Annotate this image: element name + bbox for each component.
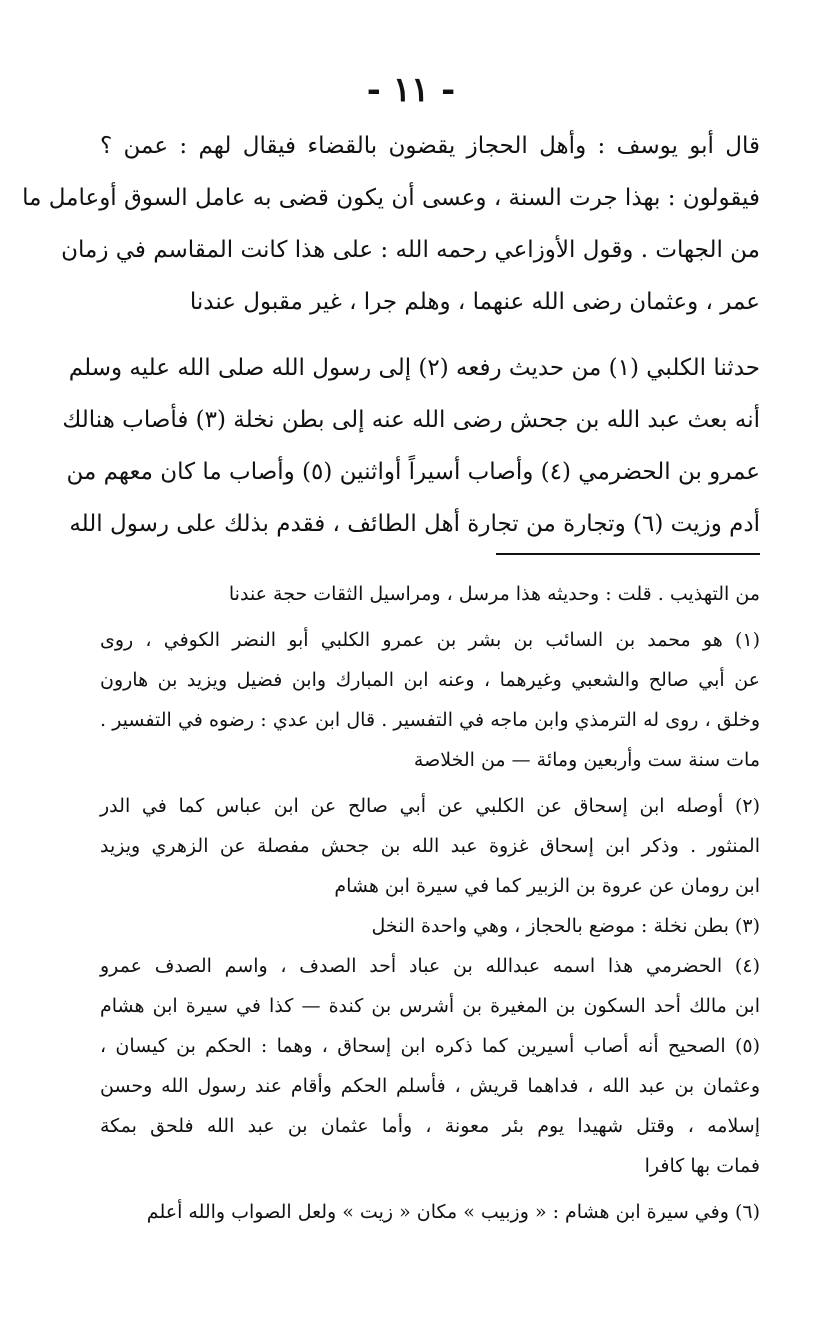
main-line: فيقولون : بهذا جرت السنة ، وعسى أن يكون قضى به عامل السوق أوعامل ما bbox=[22, 185, 760, 211]
footnote-line: إسلامه ، وقتل شهيدا يوم بئر معونة ، وأما عثمان بن عبد الله فلحق بمكة bbox=[100, 1115, 760, 1137]
main-line: قال أبو يوسف : وأهل الحجاز يقضون بالقضاء فيقال لهم : عمن ؟ bbox=[100, 133, 760, 159]
footnote-line: (٣) بطن نخلة : موضع بالحجاز ، وهي واحدة النخل bbox=[371, 915, 760, 937]
footnote-line: (١) هو محمد بن السائب بن بشر بن عمرو الكلبي أبو النضر الكوفي ، روى bbox=[100, 629, 760, 651]
main-line: عمر ، وعثمان رضى الله عنهما ، وهلم جرا ، غير مقبول عندنا bbox=[189, 289, 760, 315]
main-line: حدثنا الكلبي (١) من حديث رفعه (٢) إلى رسول الله صلى الله عليه وسلم bbox=[68, 355, 760, 381]
main-text bbox=[22, 120, 760, 550]
footnote-divider bbox=[496, 553, 760, 555]
main-line: أدم وزيت (٦) وتجارة من تجارة أهل الطائف ، فقدم بذلك على رسول الله bbox=[69, 511, 760, 537]
footnote-line: مات سنة ست وأربعين ومائة — من الخلاصة bbox=[413, 749, 760, 771]
footnote-line: المنثور . وذكر ابن إسحاق غزوة عبد الله بن جحش مفصلة عن الزهري ويزيد bbox=[100, 835, 760, 857]
footnote-line: عن أبي صالح والشعبي وغيرهما ، وعنه ابن المبارك وابن فضيل ويزيد بن هارون bbox=[100, 669, 760, 691]
footnote-line: (٥) الصحيح أنه أصاب أسيرين كما ذكره ابن إسحاق ، وهما : الحكم بن كيسان ، bbox=[100, 1035, 760, 1057]
footnote-line: ابن رومان عن عروة بن الزبير كما في سيرة ابن هشام bbox=[334, 875, 760, 897]
footnote-line: (٢) أوصله ابن إسحاق عن الكلبي عن أبي صالح عن ابن عباس كما في الدر bbox=[100, 795, 760, 817]
footnote-line: فمات بها كافرا bbox=[644, 1155, 760, 1177]
footnote-line: من التهذيب . قلت : وحديثه هذا مرسل ، ومراسيل الثقات حجة عندنا bbox=[228, 583, 760, 605]
main-line: أنه بعث عبد الله بن جحش رضى الله عنه إلى بطن نخلة (٣) فأصاب هنالك bbox=[62, 407, 760, 433]
footnote-line: (٤) الحضرمي هذا اسمه عبدالله بن عباد أحد الصدف ، واسم الصدف عمرو bbox=[100, 955, 760, 977]
page-number: - ١١ - bbox=[366, 70, 456, 110]
footnote-line: ابن مالك أحد السكون بن المغيرة بن أشرس بن كندة — كذا في سيرة ابن هشام bbox=[100, 995, 760, 1017]
main-line: من الجهات . وقول الأوزاعي رحمه الله : على هذا كانت المقاسم في زمان bbox=[61, 237, 760, 263]
footnote-line: (٦) وفي سيرة ابن هشام : « وزبيب » مكان « زيت » ولعل الصواب والله أعلم bbox=[146, 1201, 760, 1223]
main-line: عمرو بن الحضرمي (٤) وأصاب أسيراً أواثنين (٥) وأصاب ما كان معهم من bbox=[66, 459, 760, 485]
footnotes bbox=[100, 574, 760, 1232]
footnote-line: وخلق ، روى له الترمذي وابن ماجه في التفسير . قال ابن عدي : رضوه في التفسير . bbox=[100, 709, 760, 731]
footnote-line: وعثمان بن عبد الله ، فداهما قريش ، فأسلم الحكم وأقام عند رسول الله وحسن bbox=[100, 1075, 760, 1097]
